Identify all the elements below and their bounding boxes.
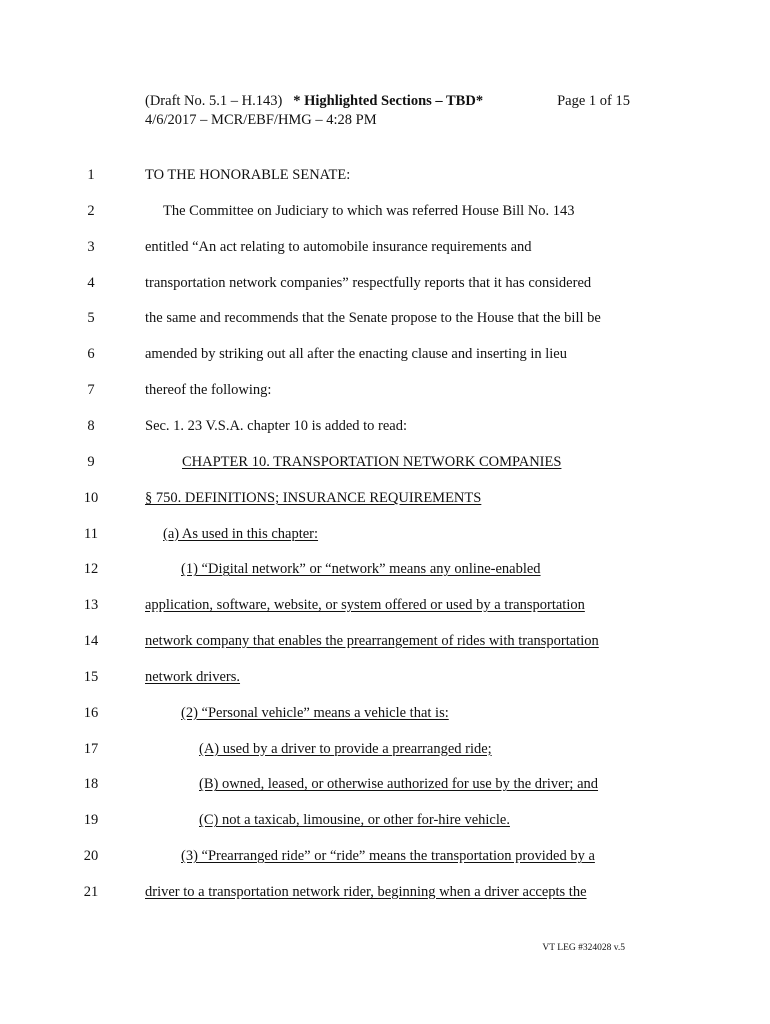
line-number: 14: [83, 633, 99, 650]
line-number: 17: [83, 740, 99, 757]
date-line: 4/6/2017 – MCR/EBF/HMG – 4:28 PM: [145, 112, 377, 128]
line-number: 9: [87, 453, 95, 470]
line-text: transportation network companies” respectfully reports that it has considered: [145, 274, 592, 291]
draft-label: (Draft No. 5.1 – H.143): [145, 93, 283, 109]
line-text: amended by striking out all after the enacting clause and inserting in lieu: [145, 346, 567, 363]
line-number: 15: [83, 668, 99, 685]
document-line: [0, 342, 770, 366]
line-number: 19: [83, 812, 99, 829]
line-number: 2: [87, 202, 95, 219]
header-row: [145, 92, 630, 111]
line-number: 21: [83, 884, 99, 900]
line-text: network company that enables the prearrangement of rides with transportation: [145, 633, 599, 650]
line-text: TO THE HONORABLE SENATE:: [145, 167, 351, 183]
line-text: entitled “An act relating to automobile insurance requirements and: [145, 238, 532, 255]
line-text: (3) “Prearranged ride” or “ride” means the transportation provided by a: [181, 848, 595, 865]
document-line: [0, 629, 770, 653]
line-text: (A) used by a driver to provide a prearranged ride;: [199, 740, 492, 757]
line-number: 10: [83, 489, 99, 506]
line-number: 7: [87, 382, 95, 399]
line-text: network drivers.: [145, 668, 241, 685]
document-line: [0, 271, 770, 295]
highlight-label: * Highlighted Sections – TBD*: [293, 93, 484, 109]
line-number: 16: [83, 704, 99, 721]
line-number: 11: [84, 525, 98, 542]
line-text: § 750. DEFINITIONS; INSURANCE REQUIREMENTS: [145, 489, 482, 506]
header-left: [145, 92, 483, 111]
line-number: 13: [83, 597, 99, 614]
line-number: 18: [83, 776, 99, 793]
line-number: 3: [87, 238, 95, 255]
document-line: [0, 808, 770, 832]
line-number: 6: [87, 346, 95, 363]
line-number: 1: [87, 167, 95, 183]
document-line: [0, 557, 770, 581]
document-line: [0, 737, 770, 761]
doc-id-footer: VT LEG #324028 v.5: [542, 943, 625, 953]
document-line: [0, 593, 770, 617]
document-line: [0, 844, 770, 868]
line-number: 20: [83, 848, 99, 865]
line-text: The Committee on Judiciary to which was referred House Bill No. 143: [163, 202, 575, 219]
line-text: (a) As used in this chapter:: [163, 525, 319, 542]
document-line: [0, 235, 770, 259]
line-text: the same and recommends that the Senate propose to the House that the bill be: [145, 310, 601, 327]
line-text: (B) owned, leased, or otherwise authorized for use by the driver; and: [199, 776, 599, 793]
document-line: [0, 772, 770, 796]
document-line: [0, 199, 770, 223]
line-text: thereof the following:: [145, 382, 272, 399]
document-line: [0, 665, 770, 689]
document-line: [0, 522, 770, 546]
document-line: [0, 163, 770, 187]
line-text: CHAPTER 10. TRANSPORTATION NETWORK COMPANIES: [182, 453, 562, 470]
document-line: [0, 450, 770, 474]
line-text: (2) “Personal vehicle” means a vehicle that is:: [181, 704, 449, 721]
line-text: (C) not a taxicab, limousine, or other for-hire vehicle.: [199, 812, 510, 829]
line-text: Sec. 1. 23 V.S.A. chapter 10 is added to read:: [145, 417, 408, 434]
page-header: [145, 92, 630, 130]
page-number: Page 1 of 15: [557, 93, 630, 109]
document-line: [0, 880, 770, 904]
line-text: driver to a transportation network rider, beginning when a driver accepts the: [145, 884, 587, 900]
line-text: (1) “Digital network” or “network” means any online-enabled: [181, 561, 541, 578]
line-number: 8: [87, 417, 95, 434]
document-line: [0, 486, 770, 510]
line-number: 5: [87, 310, 95, 327]
document-line: [0, 378, 770, 402]
document-line: [0, 414, 770, 438]
line-text: application, software, website, or system offered or used by a transportation: [145, 597, 585, 614]
document-line: [0, 701, 770, 725]
line-number: 4: [87, 274, 95, 291]
document-line: [0, 306, 770, 330]
line-number: 12: [83, 561, 99, 578]
